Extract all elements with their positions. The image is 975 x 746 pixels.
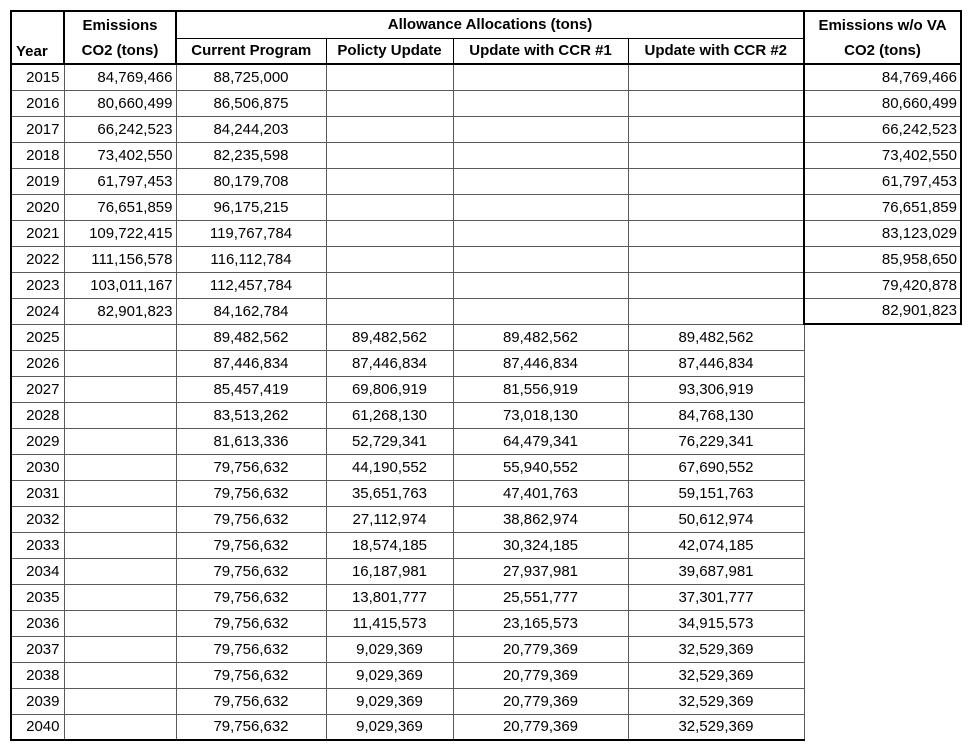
cell-emissions-wo-va: 76,651,859 <box>804 194 961 220</box>
cell-emissions-co2 <box>64 714 176 740</box>
cell-emissions-co2: 61,797,453 <box>64 168 176 194</box>
cell-emissions-wo-va: 84,769,466 <box>804 64 961 90</box>
table-body <box>11 64 961 740</box>
col-header-current-program: Current Program <box>176 38 326 64</box>
cell-update-with-ccr-2: 76,229,341 <box>628 428 804 454</box>
cell-update-with-ccr-1 <box>453 272 628 298</box>
cell-update-with-ccr-2 <box>628 116 804 142</box>
cell-emissions-co2: 82,901,823 <box>64 298 176 324</box>
cell-emissions-wo-va <box>804 506 961 532</box>
cell-current-program: 79,756,632 <box>176 714 326 740</box>
cell-update-with-ccr-2 <box>628 298 804 324</box>
cell-year: 2021 <box>11 220 64 246</box>
table-row <box>11 532 961 558</box>
cell-year: 2018 <box>11 142 64 168</box>
cell-update-with-ccr-2: 59,151,763 <box>628 480 804 506</box>
cell-policy-update: 13,801,777 <box>326 584 453 610</box>
cell-policy-update: 18,574,185 <box>326 532 453 558</box>
cell-emissions-wo-va: 85,958,650 <box>804 246 961 272</box>
cell-emissions-wo-va: 83,123,029 <box>804 220 961 246</box>
cell-update-with-ccr-1 <box>453 116 628 142</box>
cell-policy-update: 52,729,341 <box>326 428 453 454</box>
col-header-emissions-wo-va <box>804 11 961 64</box>
cell-policy-update: 35,651,763 <box>326 480 453 506</box>
cell-emissions-co2 <box>64 480 176 506</box>
table-row <box>11 610 961 636</box>
cell-year: 2040 <box>11 714 64 740</box>
cell-policy-update <box>326 64 453 90</box>
cell-year: 2019 <box>11 168 64 194</box>
cell-policy-update <box>326 168 453 194</box>
cell-update-with-ccr-1: 55,940,552 <box>453 454 628 480</box>
cell-update-with-ccr-2: 32,529,369 <box>628 714 804 740</box>
cell-policy-update <box>326 272 453 298</box>
cell-update-with-ccr-1: 20,779,369 <box>453 636 628 662</box>
cell-emissions-co2 <box>64 454 176 480</box>
cell-current-program: 85,457,419 <box>176 376 326 402</box>
cell-emissions-wo-va <box>804 584 961 610</box>
table-row <box>11 584 961 610</box>
col-header-update-with-ccr-1: Update with CCR #1 <box>453 38 628 64</box>
table-row <box>11 506 961 532</box>
cell-emissions-wo-va <box>804 402 961 428</box>
cell-update-with-ccr-1 <box>453 168 628 194</box>
table-row <box>11 246 961 272</box>
cell-update-with-ccr-2: 42,074,185 <box>628 532 804 558</box>
cell-emissions-co2: 109,722,415 <box>64 220 176 246</box>
table-row <box>11 454 961 480</box>
cell-current-program: 79,756,632 <box>176 558 326 584</box>
cell-current-program: 87,446,834 <box>176 350 326 376</box>
cell-update-with-ccr-1 <box>453 220 628 246</box>
col-header-emissions-co2 <box>64 11 176 64</box>
cell-current-program: 84,162,784 <box>176 298 326 324</box>
table-row <box>11 688 961 714</box>
cell-update-with-ccr-1 <box>453 298 628 324</box>
cell-emissions-co2 <box>64 376 176 402</box>
cell-emissions-wo-va <box>804 662 961 688</box>
cell-update-with-ccr-1 <box>453 194 628 220</box>
cell-year: 2016 <box>11 90 64 116</box>
cell-emissions-co2 <box>64 506 176 532</box>
table-row <box>11 636 961 662</box>
col-header-emissions-line2: CO2 (tons) <box>81 41 159 59</box>
cell-policy-update: 9,029,369 <box>326 688 453 714</box>
cell-year: 2038 <box>11 662 64 688</box>
cell-update-with-ccr-1: 20,779,369 <box>453 714 628 740</box>
cell-current-program: 79,756,632 <box>176 610 326 636</box>
cell-update-with-ccr-2: 39,687,981 <box>628 558 804 584</box>
cell-emissions-wo-va: 66,242,523 <box>804 116 961 142</box>
cell-emissions-wo-va: 61,797,453 <box>804 168 961 194</box>
cell-emissions-co2: 66,242,523 <box>64 116 176 142</box>
cell-update-with-ccr-2: 34,915,573 <box>628 610 804 636</box>
cell-update-with-ccr-1: 25,551,777 <box>453 584 628 610</box>
cell-emissions-wo-va <box>804 428 961 454</box>
cell-policy-update <box>326 90 453 116</box>
table-row <box>11 714 961 740</box>
table-row <box>11 64 961 90</box>
cell-policy-update <box>326 116 453 142</box>
cell-update-with-ccr-2 <box>628 142 804 168</box>
cell-year: 2022 <box>11 246 64 272</box>
cell-emissions-wo-va: 80,660,499 <box>804 90 961 116</box>
cell-emissions-co2: 103,011,167 <box>64 272 176 298</box>
cell-policy-update: 11,415,573 <box>326 610 453 636</box>
col-header-update-with-ccr-2: Update with CCR #2 <box>628 38 804 64</box>
cell-emissions-co2 <box>64 402 176 428</box>
cell-update-with-ccr-2 <box>628 168 804 194</box>
cell-update-with-ccr-1: 20,779,369 <box>453 688 628 714</box>
cell-policy-update <box>326 220 453 246</box>
cell-current-program: 79,756,632 <box>176 480 326 506</box>
cell-update-with-ccr-1 <box>453 64 628 90</box>
cell-policy-update: 87,446,834 <box>326 350 453 376</box>
cell-update-with-ccr-2: 87,446,834 <box>628 350 804 376</box>
cell-year: 2031 <box>11 480 64 506</box>
cell-update-with-ccr-2 <box>628 246 804 272</box>
cell-emissions-wo-va <box>804 376 961 402</box>
cell-update-with-ccr-1: 87,446,834 <box>453 350 628 376</box>
cell-year: 2039 <box>11 688 64 714</box>
cell-emissions-wo-va: 79,420,878 <box>804 272 961 298</box>
cell-year: 2030 <box>11 454 64 480</box>
cell-emissions-co2 <box>64 428 176 454</box>
col-header-year: Year <box>11 11 64 64</box>
cell-update-with-ccr-1: 23,165,573 <box>453 610 628 636</box>
cell-update-with-ccr-2: 50,612,974 <box>628 506 804 532</box>
cell-year: 2033 <box>11 532 64 558</box>
cell-current-program: 83,513,262 <box>176 402 326 428</box>
cell-current-program: 79,756,632 <box>176 532 326 558</box>
cell-update-with-ccr-1: 20,779,369 <box>453 662 628 688</box>
cell-policy-update: 44,190,552 <box>326 454 453 480</box>
cell-update-with-ccr-2: 37,301,777 <box>628 584 804 610</box>
cell-policy-update <box>326 194 453 220</box>
cell-year: 2036 <box>11 610 64 636</box>
cell-current-program: 79,756,632 <box>176 662 326 688</box>
table-row <box>11 662 961 688</box>
table-row <box>11 298 961 324</box>
cell-emissions-co2: 111,156,578 <box>64 246 176 272</box>
cell-year: 2027 <box>11 376 64 402</box>
cell-emissions-co2 <box>64 636 176 662</box>
cell-update-with-ccr-1 <box>453 142 628 168</box>
cell-update-with-ccr-1: 27,937,981 <box>453 558 628 584</box>
cell-policy-update: 89,482,562 <box>326 324 453 350</box>
emissions-allowance-table <box>10 10 962 741</box>
cell-update-with-ccr-1: 64,479,341 <box>453 428 628 454</box>
cell-update-with-ccr-2 <box>628 194 804 220</box>
cell-current-program: 79,756,632 <box>176 636 326 662</box>
cell-current-program: 116,112,784 <box>176 246 326 272</box>
table-row <box>11 480 961 506</box>
cell-update-with-ccr-1: 89,482,562 <box>453 324 628 350</box>
cell-update-with-ccr-2 <box>628 220 804 246</box>
cell-update-with-ccr-2: 32,529,369 <box>628 688 804 714</box>
cell-year: 2017 <box>11 116 64 142</box>
cell-emissions-co2 <box>64 350 176 376</box>
cell-update-with-ccr-2 <box>628 64 804 90</box>
header-row-group <box>11 11 961 38</box>
col-group-header-allowance-allocations: Allowance Allocations (tons) <box>176 11 804 38</box>
cell-emissions-wo-va <box>804 532 961 558</box>
cell-current-program: 79,756,632 <box>176 506 326 532</box>
cell-policy-update: 69,806,919 <box>326 376 453 402</box>
cell-current-program: 119,767,784 <box>176 220 326 246</box>
cell-current-program: 96,175,215 <box>176 194 326 220</box>
cell-policy-update: 16,187,981 <box>326 558 453 584</box>
cell-emissions-co2: 80,660,499 <box>64 90 176 116</box>
cell-year: 2015 <box>11 64 64 90</box>
cell-year: 2037 <box>11 636 64 662</box>
cell-update-with-ccr-2: 32,529,369 <box>628 662 804 688</box>
cell-update-with-ccr-2: 84,768,130 <box>628 402 804 428</box>
cell-update-with-ccr-1 <box>453 246 628 272</box>
cell-emissions-co2 <box>64 610 176 636</box>
cell-emissions-wo-va <box>804 558 961 584</box>
cell-year: 2035 <box>11 584 64 610</box>
cell-current-program: 79,756,632 <box>176 584 326 610</box>
table-row <box>11 558 961 584</box>
cell-update-with-ccr-1: 47,401,763 <box>453 480 628 506</box>
cell-emissions-co2 <box>64 662 176 688</box>
cell-year: 2025 <box>11 324 64 350</box>
cell-year: 2034 <box>11 558 64 584</box>
cell-emissions-wo-va <box>804 454 961 480</box>
cell-update-with-ccr-2: 67,690,552 <box>628 454 804 480</box>
table-row <box>11 194 961 220</box>
table-row <box>11 220 961 246</box>
cell-year: 2026 <box>11 350 64 376</box>
cell-update-with-ccr-1: 73,018,130 <box>453 402 628 428</box>
cell-emissions-co2: 76,651,859 <box>64 194 176 220</box>
cell-policy-update <box>326 246 453 272</box>
cell-current-program: 79,756,632 <box>176 688 326 714</box>
col-header-policy-update: Policty Update <box>326 38 453 64</box>
cell-current-program: 112,457,784 <box>176 272 326 298</box>
cell-emissions-wo-va <box>804 610 961 636</box>
table-row <box>11 142 961 168</box>
cell-policy-update <box>326 298 453 324</box>
cell-emissions-wo-va <box>804 688 961 714</box>
cell-emissions-co2: 73,402,550 <box>64 142 176 168</box>
cell-update-with-ccr-1: 30,324,185 <box>453 532 628 558</box>
cell-year: 2028 <box>11 402 64 428</box>
cell-policy-update: 9,029,369 <box>326 636 453 662</box>
table-row <box>11 350 961 376</box>
cell-emissions-co2 <box>64 558 176 584</box>
table-row <box>11 324 961 350</box>
cell-emissions-wo-va <box>804 324 961 350</box>
cell-update-with-ccr-2: 93,306,919 <box>628 376 804 402</box>
cell-update-with-ccr-1: 81,556,919 <box>453 376 628 402</box>
cell-update-with-ccr-1 <box>453 90 628 116</box>
cell-emissions-co2 <box>64 688 176 714</box>
cell-current-program: 79,756,632 <box>176 454 326 480</box>
cell-policy-update: 61,268,130 <box>326 402 453 428</box>
col-header-emissions-line1: Emissions <box>82 16 158 34</box>
cell-emissions-wo-va: 82,901,823 <box>804 298 961 324</box>
cell-year: 2023 <box>11 272 64 298</box>
cell-emissions-wo-va <box>804 714 961 740</box>
cell-emissions-co2 <box>64 324 176 350</box>
cell-year: 2032 <box>11 506 64 532</box>
cell-update-with-ccr-1: 38,862,974 <box>453 506 628 532</box>
cell-year: 2029 <box>11 428 64 454</box>
cell-update-with-ccr-2: 89,482,562 <box>628 324 804 350</box>
cell-year: 2024 <box>11 298 64 324</box>
cell-update-with-ccr-2 <box>628 272 804 298</box>
cell-current-program: 82,235,598 <box>176 142 326 168</box>
cell-current-program: 86,506,875 <box>176 90 326 116</box>
cell-current-program: 84,244,203 <box>176 116 326 142</box>
col-header-emissions-wo-va-line1: Emissions w/o VA <box>818 16 947 34</box>
cell-emissions-wo-va <box>804 350 961 376</box>
table-row <box>11 168 961 194</box>
cell-current-program: 88,725,000 <box>176 64 326 90</box>
table-row <box>11 376 961 402</box>
col-header-emissions-wo-va-line2: CO2 (tons) <box>844 41 921 59</box>
cell-emissions-co2 <box>64 584 176 610</box>
cell-emissions-wo-va <box>804 480 961 506</box>
table-row <box>11 402 961 428</box>
table-row <box>11 116 961 142</box>
cell-update-with-ccr-2 <box>628 90 804 116</box>
table-row <box>11 90 961 116</box>
cell-emissions-wo-va <box>804 636 961 662</box>
table-row <box>11 428 961 454</box>
cell-update-with-ccr-2: 32,529,369 <box>628 636 804 662</box>
cell-emissions-co2 <box>64 532 176 558</box>
cell-policy-update: 9,029,369 <box>326 662 453 688</box>
cell-emissions-wo-va: 73,402,550 <box>804 142 961 168</box>
cell-current-program: 89,482,562 <box>176 324 326 350</box>
cell-emissions-co2: 84,769,466 <box>64 64 176 90</box>
cell-policy-update: 27,112,974 <box>326 506 453 532</box>
cell-current-program: 80,179,708 <box>176 168 326 194</box>
cell-year: 2020 <box>11 194 64 220</box>
table-row <box>11 272 961 298</box>
emissions-allowance-table-container <box>10 10 962 741</box>
cell-current-program: 81,613,336 <box>176 428 326 454</box>
cell-policy-update: 9,029,369 <box>326 714 453 740</box>
cell-policy-update <box>326 142 453 168</box>
